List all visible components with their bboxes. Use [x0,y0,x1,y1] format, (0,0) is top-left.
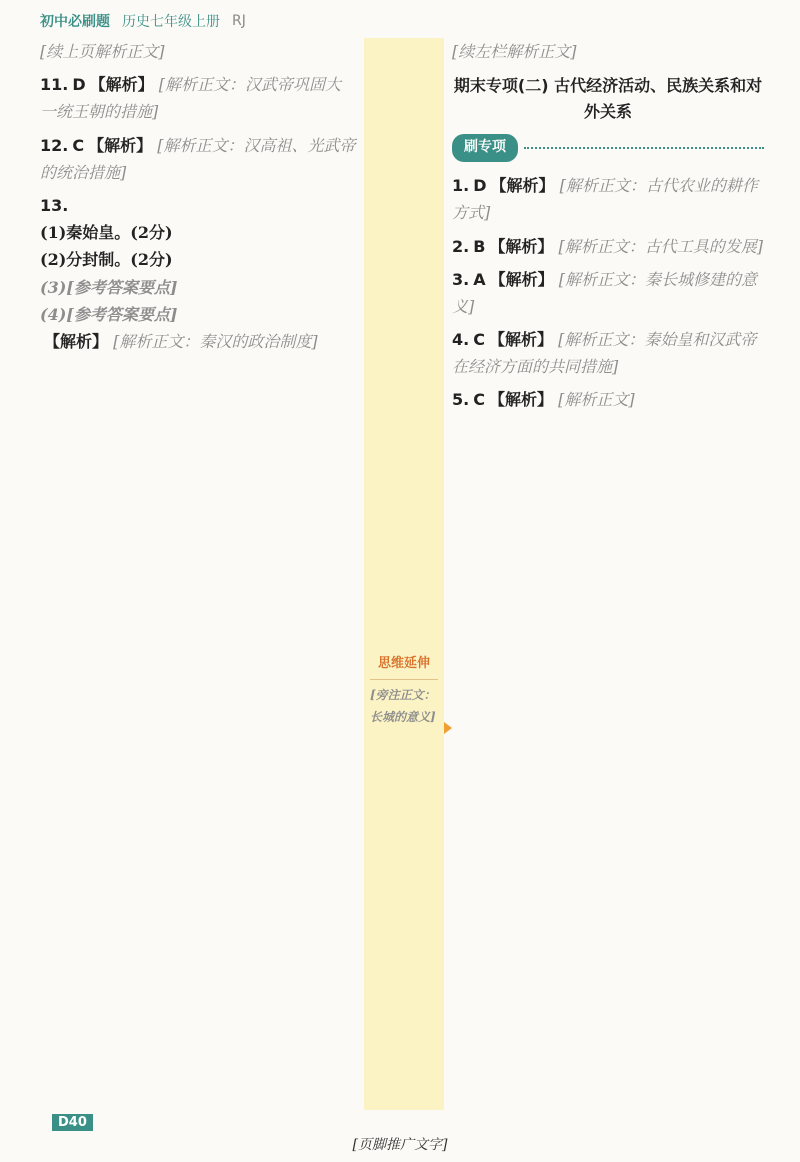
item-number: 12. [40,135,69,155]
analysis-text: [解析正文：汉武帝巩固大一统王朝的措施] [40,75,341,122]
item-choice: A [473,269,486,289]
analysis-text: [解析正文：秦长城修建的意义] [452,269,757,316]
continued-text: [续上页解析正文] [40,42,165,61]
running-header [40,8,246,34]
item-choice: C [473,330,485,350]
analysis-tag: 【解析】 [89,75,154,95]
analysis-tag: 【解析】 [488,330,553,350]
answer-item [452,266,764,320]
sub-answer-2: (2)分封制。(2分) [40,250,173,270]
analysis-tag: 【解析】 [88,135,153,155]
item-choice: C [72,135,85,155]
analysis-text: [解析正文：古代工具的发展] [558,236,764,256]
answer-item [452,233,764,260]
analysis-text: [解析正文] [558,390,635,410]
section-badge: 刷专项 [452,134,518,162]
item-number: 3. [452,269,470,289]
item-number: 2. [452,236,470,256]
analysis-text: [解析正文：汉高祖、光武帝的统治措施] [40,135,356,182]
item-number: 13. [40,195,69,215]
item-choice: C [473,390,485,410]
analysis-text: [解析正文：古代农业的耕作方式] [452,176,758,223]
dotted-divider [524,147,764,149]
analysis-tag: 【解析】 [490,176,555,196]
sub-answer-1: (1)秦始皇。(2分) [40,223,173,243]
extension-note [364,652,444,729]
answer-item [452,386,764,413]
answer-item [452,172,764,226]
right-column [452,38,764,420]
section-badge-row [452,134,764,162]
left-column [40,38,356,361]
analysis-tag: 【解析】 [489,269,554,289]
answer-item-13 [40,192,356,355]
item-number: 4. [452,330,470,350]
edition-label: RJ [232,13,246,29]
extension-note-body: [旁注正文：长城的意义] [370,687,436,725]
book-title: 历史七年级上册 [122,14,220,30]
analysis-tag: 【解析】 [488,390,553,410]
series-title: 初中必刷题 [40,14,110,30]
analysis-tag: 【解析】 [44,331,109,351]
section-title: 期末专项(二) 古代经济活动、民族关系和对外关系 [453,76,763,121]
page-number: D40 [52,1114,93,1131]
item-choice: D [473,176,487,196]
continued-text: [续左栏解析正文] [452,42,577,61]
answer-item [452,326,764,380]
sub-answer-3: (3)[参考答案要点] [40,277,178,297]
analysis-text: [解析正文：秦始皇和汉武帝在经济方面的共同措施] [452,330,757,377]
item-choice: B [473,236,486,256]
margin-strip [364,38,444,1110]
item-number: 1. [452,176,470,196]
analysis-text: [解析正文：秦汉的政治制度] [113,331,318,351]
answer-list [452,172,764,414]
analysis-tag: 【解析】 [489,236,554,256]
item-choice: D [72,75,86,95]
sub-answer-4: (4)[参考答案要点] [40,304,178,324]
footer-note: [页脚推广文字] [352,1137,448,1153]
item-number: 11. [40,75,69,95]
answer-item-12 [40,132,356,186]
extension-note-title: 思维延伸 [370,652,438,680]
pointer-arrow-icon [444,722,452,734]
item-number: 5. [452,390,470,410]
answer-item-11 [40,71,356,125]
